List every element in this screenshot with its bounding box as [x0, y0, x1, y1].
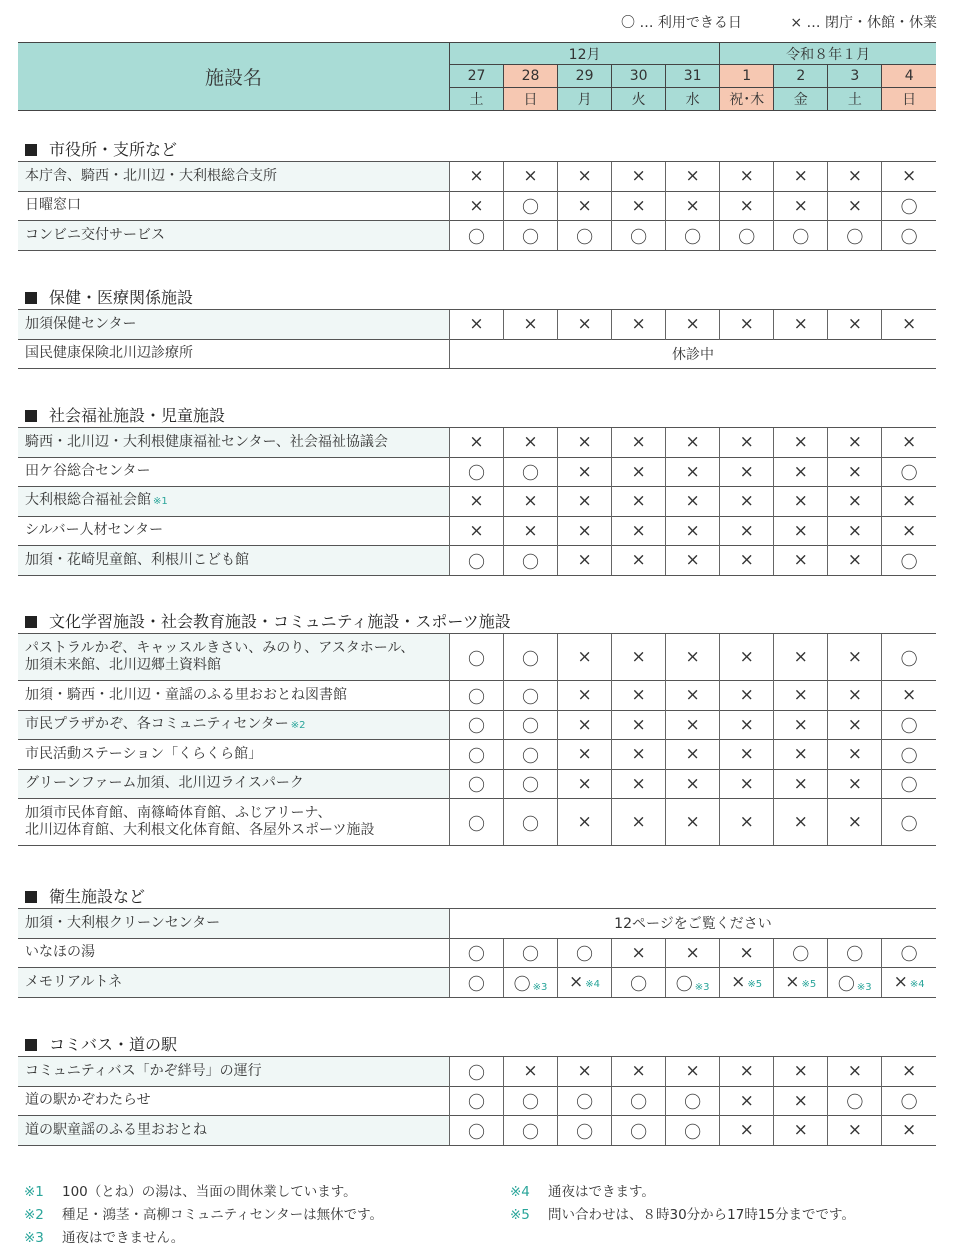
closed-mark: ×	[774, 1086, 828, 1116]
weekday-31: 水	[666, 88, 720, 111]
closed-mark: ×	[828, 681, 882, 711]
facility-name: 市民プラザかぞ、各コミュニティセンター ※2	[18, 710, 449, 740]
facility-row	[18, 681, 936, 711]
section-table	[18, 309, 936, 369]
footnote	[24, 1226, 184, 1246]
calendar-header	[18, 42, 936, 111]
footnote	[24, 1203, 383, 1223]
section-title: 社会福祉施設・児童施設	[25, 403, 225, 426]
weekday-28: 日	[504, 88, 558, 111]
open-mark: 〇	[449, 710, 503, 740]
open-mark: 〇	[449, 1116, 503, 1146]
facility-name: メモリアルトネ	[18, 968, 449, 998]
closed-mark: ×	[720, 799, 774, 846]
open-mark: 〇	[504, 710, 558, 740]
open-mark: 〇	[503, 938, 557, 968]
weekday-3: 土	[828, 88, 882, 111]
open-mark: 〇	[882, 221, 936, 251]
date-3: 3	[828, 65, 882, 88]
closed-mark: ×	[449, 310, 503, 340]
closed-mark: ×	[612, 634, 666, 681]
open-mark: 〇	[504, 546, 558, 576]
closed-mark: ×	[504, 516, 558, 546]
facility-name: 道の駅童謡のふる里おおとね	[18, 1116, 449, 1146]
open-mark: 〇	[504, 221, 558, 251]
facility-row	[18, 799, 936, 846]
facility-name: パストラルかぞ、キャッスルきさい、みのり、アスタホール、 加須未来館、北川辺郷土資料館	[18, 634, 449, 681]
note-mark: ※2	[290, 719, 306, 731]
closed-mark: ×	[828, 457, 882, 487]
cell-note: ※5	[801, 979, 817, 991]
facility-name: 大利根総合福祉会館 ※1	[18, 487, 449, 517]
facility-row	[18, 740, 936, 770]
closed-mark: ×	[774, 710, 828, 740]
closed-mark: ×	[666, 799, 720, 846]
open-mark: 〇 ※3	[503, 968, 557, 998]
closed-mark: ×	[666, 681, 720, 711]
section-title: 衛生施設など	[25, 884, 145, 907]
date-2: 2	[774, 65, 828, 88]
closed-mark: ×	[666, 162, 720, 192]
closed-mark: ×	[558, 191, 612, 221]
open-mark: 〇	[558, 1086, 612, 1116]
date-31: 31	[666, 65, 720, 88]
closed-mark: ×	[612, 710, 666, 740]
closed-mark: ×	[504, 1057, 558, 1087]
legend	[577, 12, 937, 32]
closed-mark: ×	[774, 546, 828, 576]
closed-mark: ×	[558, 516, 612, 546]
closed-mark: ×	[720, 546, 774, 576]
closed-mark: ×	[828, 516, 882, 546]
weekday-2: 金	[774, 88, 828, 111]
closed-mark: ×	[666, 428, 720, 458]
closed-mark: ×	[504, 428, 558, 458]
closed-mark: ×	[666, 1057, 720, 1087]
closed-mark: ×	[558, 1057, 612, 1087]
closed-mark: ×	[720, 428, 774, 458]
closed-mark: ×	[558, 162, 612, 192]
open-mark: 〇	[666, 221, 720, 251]
open-mark: 〇	[449, 1057, 503, 1087]
open-mark: 〇	[882, 546, 936, 576]
closed-mark: ×	[558, 546, 612, 576]
section-table	[18, 427, 936, 576]
open-mark: 〇	[882, 740, 936, 770]
footnote-mark: ※1	[24, 1184, 44, 1200]
closed-mark: × ※5	[774, 968, 828, 998]
facility-name: 田ケ谷総合センター	[18, 457, 449, 487]
open-mark: 〇	[449, 740, 503, 770]
closed-mark: ×	[612, 191, 666, 221]
closed-mark: ×	[882, 1057, 936, 1087]
facility-name: 本庁舎、騎西・北川辺・大利根総合支所	[18, 162, 449, 192]
weekday-4: 日	[882, 88, 936, 111]
closed-mark: ×	[828, 428, 882, 458]
closed-mark: ×	[882, 516, 936, 546]
footnote-text: 種足・鴻茎・高柳コミュニティセンターは無休です。	[62, 1207, 384, 1223]
open-mark: 〇	[449, 799, 503, 846]
closed-mark: ×	[612, 740, 666, 770]
section-title: 文化学習施設・社会教育施設・コミュニティ施設・スポーツ施設	[25, 609, 511, 632]
closed-mark: × ※4	[882, 968, 936, 998]
section-table	[18, 633, 936, 846]
closed-mark: ×	[828, 710, 882, 740]
facility-name: 加須市民体育館、南篠崎体育館、ふじアリーナ、 北川辺体育館、大利根文化体育館、各屋外スポーツ施設	[18, 799, 449, 846]
open-mark: 〇	[828, 938, 882, 968]
closed-mark: ×	[828, 487, 882, 517]
date-27: 27	[449, 65, 503, 88]
closed-mark: ×	[612, 938, 666, 968]
closed-mark: ×	[666, 310, 720, 340]
open-mark: 〇	[828, 221, 882, 251]
facility-row	[18, 1057, 936, 1087]
closed-mark: ×	[449, 191, 503, 221]
closed-mark: ×	[558, 457, 612, 487]
date-4: 4	[882, 65, 936, 88]
open-mark: 〇	[666, 1086, 720, 1116]
open-mark: 〇	[504, 799, 558, 846]
date-30: 30	[612, 65, 666, 88]
open-mark: 〇	[449, 634, 503, 681]
cell-note: ※3	[532, 981, 548, 993]
date-28: 28	[504, 65, 558, 88]
facility-row	[18, 909, 936, 939]
open-mark: 〇	[558, 1116, 612, 1146]
facility-row	[18, 1086, 936, 1116]
open-mark: 〇	[882, 710, 936, 740]
open-mark: 〇	[774, 938, 828, 968]
closed-mark: ×	[720, 1057, 774, 1087]
section-title: 市役所・支所など	[25, 137, 177, 160]
closed-mark: ×	[720, 740, 774, 770]
closed-mark: ×	[828, 1116, 882, 1146]
open-mark: 〇	[504, 1086, 558, 1116]
section-table	[18, 908, 936, 998]
month-december: 12月	[449, 43, 719, 65]
cell-note: ※4	[909, 979, 925, 991]
closed-mark: ×	[828, 799, 882, 846]
closed-mark: ×	[828, 191, 882, 221]
weekday-27: 土	[449, 88, 503, 111]
facility-name: 日曜窓口	[18, 191, 449, 221]
facility-name: 加須保健センター	[18, 310, 449, 340]
closed-mark: ×	[449, 428, 503, 458]
open-mark: 〇	[774, 221, 828, 251]
open-mark: 〇	[882, 191, 936, 221]
status-span: 休診中	[449, 339, 936, 369]
facility-row	[18, 710, 936, 740]
closed-mark: ×	[558, 740, 612, 770]
closed-mark: ×	[558, 799, 612, 846]
closed-mark: ×	[612, 1057, 666, 1087]
closed-mark: × ※4	[558, 968, 612, 998]
closed-mark: ×	[720, 710, 774, 740]
facility-name: シルバー人材センター	[18, 516, 449, 546]
closed-mark: ×	[612, 487, 666, 517]
open-mark: 〇	[882, 938, 936, 968]
facility-row	[18, 191, 936, 221]
closed-mark: ×	[882, 487, 936, 517]
footnote-mark: ※3	[24, 1230, 44, 1246]
section-title: コミバス・道の駅	[25, 1032, 177, 1055]
closed-mark: ×	[774, 769, 828, 799]
open-mark: 〇	[504, 681, 558, 711]
closed-mark: ×	[720, 487, 774, 517]
closed-mark: ×	[612, 769, 666, 799]
closed-mark: ×	[558, 428, 612, 458]
facility-name: 道の駅かぞわたらせ	[18, 1086, 449, 1116]
open-mark: 〇	[504, 769, 558, 799]
facility-row	[18, 428, 936, 458]
open-mark: 〇 ※3	[828, 968, 882, 998]
closed-mark: ×	[720, 634, 774, 681]
open-mark: 〇	[882, 799, 936, 846]
facility-row	[18, 339, 936, 369]
facility-row	[18, 769, 936, 799]
closed-mark: ×	[720, 310, 774, 340]
closed-mark: ×	[774, 1057, 828, 1087]
closed-mark: ×	[666, 516, 720, 546]
open-mark: 〇	[449, 546, 503, 576]
closed-mark: ×	[449, 487, 503, 517]
open-mark: 〇	[504, 191, 558, 221]
closed-mark: ×	[828, 162, 882, 192]
facility-name: 市民活動ステーション「くらくら館」	[18, 740, 449, 770]
closed-mark: ×	[882, 428, 936, 458]
closed-mark: ×	[774, 310, 828, 340]
closed-mark: ×	[504, 162, 558, 192]
note-mark: ※1	[153, 496, 168, 508]
footnote-text: 通夜はできません。	[62, 1230, 185, 1246]
closed-mark: ×	[828, 769, 882, 799]
section-table	[18, 161, 936, 251]
closed-mark: ×	[558, 769, 612, 799]
weekday-30: 火	[612, 88, 666, 111]
status-span: 12ページをご覧ください	[449, 909, 936, 939]
closed-mark: ×	[720, 191, 774, 221]
closed-mark: ×	[504, 487, 558, 517]
weekday-29: 月	[558, 88, 612, 111]
facility-row	[18, 221, 936, 251]
open-mark: 〇	[449, 221, 503, 251]
open-mark: 〇	[720, 221, 774, 251]
open-mark: 〇	[504, 634, 558, 681]
open-mark: 〇	[449, 457, 503, 487]
closed-mark: ×	[449, 162, 503, 192]
open-mark: 〇	[882, 769, 936, 799]
open-mark: 〇	[449, 1086, 503, 1116]
closed-mark: ×	[666, 457, 720, 487]
cell-note: ※4	[585, 979, 601, 991]
footnote	[510, 1180, 655, 1200]
facility-name: 加須・花崎児童館、利根川こども館	[18, 546, 449, 576]
footnote-mark: ※4	[510, 1184, 530, 1200]
closed-mark: ×	[612, 516, 666, 546]
closed-mark: ×	[774, 634, 828, 681]
facility-row	[18, 1116, 936, 1146]
open-mark: 〇	[612, 221, 666, 251]
facility-row	[18, 938, 936, 968]
facility-row	[18, 310, 936, 340]
closed-mark: ×	[558, 487, 612, 517]
closed-mark: ×	[612, 428, 666, 458]
open-mark: 〇	[504, 740, 558, 770]
facility-row	[18, 457, 936, 487]
closed-mark: ×	[720, 769, 774, 799]
open-mark: 〇	[882, 1086, 936, 1116]
cell-note: ※3	[694, 981, 710, 993]
closed-mark: ×	[558, 634, 612, 681]
closed-mark: ×	[666, 487, 720, 517]
closed-mark: ×	[828, 1057, 882, 1087]
closed-mark: ×	[882, 681, 936, 711]
date-1: 1	[720, 65, 774, 88]
open-mark: 〇	[449, 938, 503, 968]
facility-name: 加須・騎西・北川辺・童謡のふる里おおとね図書館	[18, 681, 449, 711]
facility-name: コミュニティバス「かぞ絆号」の運行	[18, 1057, 449, 1087]
month-january: 令和８年１月	[720, 43, 936, 65]
closed-mark: ×	[558, 710, 612, 740]
facility-name: グリーンファーム加須、北川辺ライスパーク	[18, 769, 449, 799]
facility-row	[18, 487, 936, 517]
closed-mark: ×	[774, 799, 828, 846]
footnote	[24, 1180, 357, 1200]
closed-mark: ×	[828, 310, 882, 340]
facility-name: 加須・大利根クリーンセンター	[18, 909, 449, 939]
facility-row	[18, 634, 936, 681]
open-mark: 〇	[882, 457, 936, 487]
facility-row	[18, 162, 936, 192]
closed-mark: ×	[828, 634, 882, 681]
open-mark: 〇	[558, 938, 612, 968]
closed-mark: ×	[449, 516, 503, 546]
closed-mark: ×	[612, 546, 666, 576]
closed-mark: ×	[720, 938, 774, 968]
open-mark: 〇	[504, 1116, 558, 1146]
facility-name-header: 施設名	[18, 43, 449, 111]
closed-mark: ×	[666, 740, 720, 770]
closed-mark: ×	[612, 681, 666, 711]
facility-name: 国民健康保険北川辺診療所	[18, 339, 449, 369]
closed-mark: ×	[828, 546, 882, 576]
closed-mark: ×	[666, 634, 720, 681]
closed-mark: ×	[774, 1116, 828, 1146]
cell-note: ※3	[856, 981, 872, 993]
facility-row	[18, 546, 936, 576]
closed-mark: ×	[612, 310, 666, 340]
facility-name: 騎西・北川辺・大利根健康福祉センター、社会福祉協議会	[18, 428, 449, 458]
footnote-text: 問い合わせは、８時30分から17時15分までです。	[548, 1207, 855, 1223]
footnote-mark: ※2	[24, 1207, 44, 1223]
closed-mark: ×	[612, 457, 666, 487]
open-mark: 〇	[449, 769, 503, 799]
section-title: 保健・医療関係施設	[25, 285, 193, 308]
footnote	[510, 1203, 855, 1223]
closed-mark: ×	[774, 681, 828, 711]
closed-mark: ×	[558, 310, 612, 340]
closed-mark: ×	[504, 310, 558, 340]
closed-mark: ×	[774, 191, 828, 221]
cell-note: ※5	[747, 979, 763, 991]
footnote-mark: ※5	[510, 1207, 530, 1223]
facility-name: コンビニ交付サービス	[18, 221, 449, 251]
closed-mark: ×	[882, 1116, 936, 1146]
closed-mark: ×	[666, 191, 720, 221]
closed-mark: ×	[666, 710, 720, 740]
legend-closed: × … 閉庁・休館・休業	[790, 15, 937, 31]
footnote-text: 100（とね）の湯は、当面の間休業しています。	[62, 1184, 357, 1200]
facility-row	[18, 968, 936, 998]
closed-mark: ×	[774, 740, 828, 770]
open-mark: 〇	[504, 457, 558, 487]
closed-mark: × ※5	[720, 968, 774, 998]
closed-mark: ×	[774, 428, 828, 458]
closed-mark: ×	[612, 162, 666, 192]
facility-row	[18, 516, 936, 546]
closed-mark: ×	[828, 740, 882, 770]
open-mark: 〇	[612, 968, 666, 998]
closed-mark: ×	[666, 938, 720, 968]
closed-mark: ×	[720, 516, 774, 546]
open-mark: 〇	[558, 221, 612, 251]
closed-mark: ×	[774, 516, 828, 546]
closed-mark: ×	[720, 162, 774, 192]
open-mark: 〇	[612, 1116, 666, 1146]
closed-mark: ×	[666, 546, 720, 576]
open-mark: 〇	[882, 634, 936, 681]
closed-mark: ×	[720, 1086, 774, 1116]
open-mark: 〇 ※3	[666, 968, 720, 998]
open-mark: 〇	[449, 968, 503, 998]
closed-mark: ×	[882, 162, 936, 192]
open-mark: 〇	[666, 1116, 720, 1146]
closed-mark: ×	[666, 769, 720, 799]
closed-mark: ×	[558, 681, 612, 711]
closed-mark: ×	[612, 799, 666, 846]
facility-name: いなほの湯	[18, 938, 449, 968]
closed-mark: ×	[720, 1116, 774, 1146]
closed-mark: ×	[774, 457, 828, 487]
open-mark: 〇	[449, 681, 503, 711]
closed-mark: ×	[720, 457, 774, 487]
closed-mark: ×	[774, 487, 828, 517]
legend-available: 〇 … 利用できる日	[621, 15, 742, 31]
weekday-1: 祝･木	[720, 88, 774, 111]
date-29: 29	[558, 65, 612, 88]
open-mark: 〇	[612, 1086, 666, 1116]
open-mark: 〇	[828, 1086, 882, 1116]
closed-mark: ×	[774, 162, 828, 192]
closed-mark: ×	[882, 310, 936, 340]
footnote-text: 通夜はできます。	[548, 1184, 655, 1200]
section-table	[18, 1056, 936, 1146]
closed-mark: ×	[720, 681, 774, 711]
